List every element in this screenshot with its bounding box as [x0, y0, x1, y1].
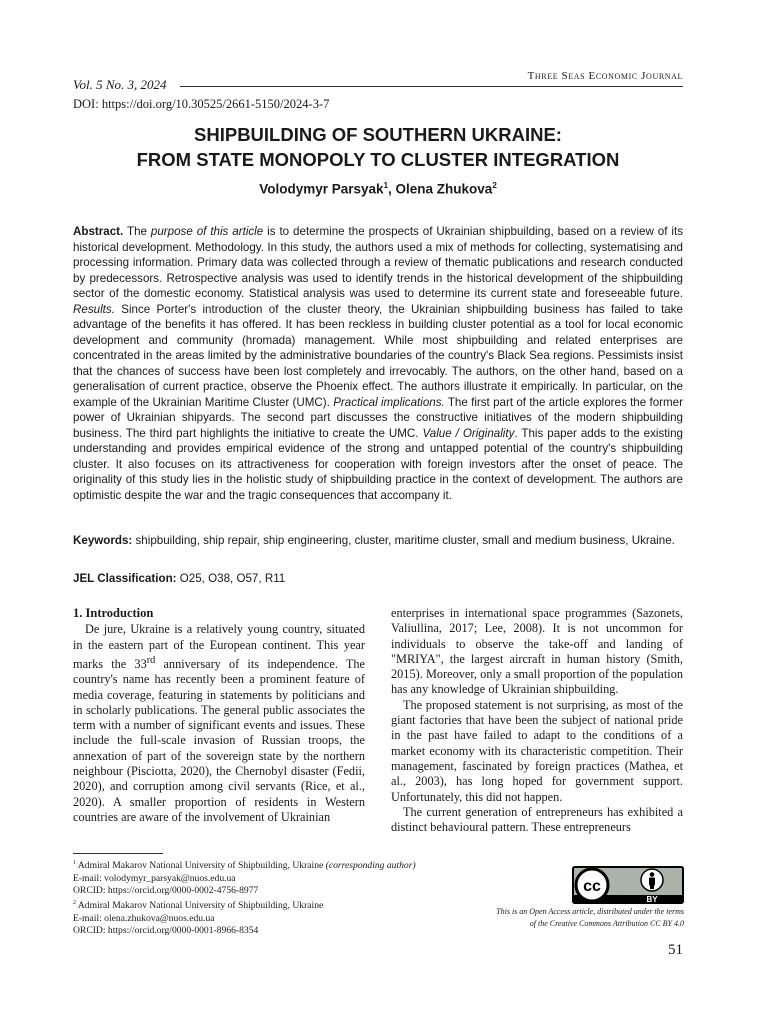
body-column-left [73, 606, 365, 825]
footnote-2-affiliation [73, 897, 493, 913]
author-1: Volodymyr Parsyak [259, 181, 384, 197]
affiliation-text: Admiral Makarov National University of Shipbuilding, Ukraine [76, 860, 326, 872]
title-line-1: SHIPBUILDING OF SOUTHERN UKRAINE: [194, 124, 562, 145]
cc-label: cc [583, 878, 601, 895]
header-rule [180, 86, 683, 87]
license-note [450, 906, 684, 930]
abstract-label: Abstract. [73, 225, 124, 238]
abstract-value-label: Value / Originality [422, 426, 515, 440]
body-paragraph: enterprises in international space programmes (Sazonets, Valiullina, 2017; Lee, 2008). It is not uncommon for individuals to observe the take-off and landing of "MRIYA", the largest aircraft in human history (Smith, 2015). Moreover, only a small proportion of the population has any knowledge of Ukrainian shipbuilding. [391, 606, 683, 697]
author-list [73, 181, 683, 197]
abstract-text: The [123, 225, 151, 238]
footnote-mark: 1 [73, 860, 76, 866]
footnote-mark: 2 [73, 900, 76, 907]
cc-by-icon [572, 866, 684, 904]
body-paragraph: The proposed statement is not surprising, as most of the giant factories that have been the subject of national pride in the past have failed to adapt to the conditions of a market economy with its characteristic competition. Their management, fascinated by foreign practices (Mathea, et al., 2003), has long hoped for government support. Unfortunately, this did not happen. [391, 697, 683, 804]
footnote-1-orcid[interactable]: ORCID: https://orcid.org/0000-0002-4756-8977 [73, 885, 259, 896]
keywords-label: Keywords: [73, 534, 133, 547]
author-1-mark: 1 [383, 181, 389, 190]
affiliation-text: Admiral Makarov National University of Shipbuilding, Ukraine [76, 900, 324, 912]
author-2: Olena Zhukova [395, 181, 493, 197]
keywords [73, 533, 683, 549]
journal-name: Three Seas Economic Journal [527, 70, 683, 82]
author-separator: , [388, 181, 396, 197]
body-paragraph: The current generation of entrepreneurs has exhibited a distinct behavioural pattern. These entrepreneurs [391, 804, 683, 835]
section-heading: 1. Introduction [73, 606, 154, 620]
abstract-text: The first part of the article explores the former power of Ukrainian shipyards. The second part discusses the constructive initiatives of the modern shipbuilding business. The third part highlights the initiative to create the UMC. [73, 395, 683, 440]
jel-classification [73, 571, 683, 587]
doi-link[interactable]: DOI: https://doi.org/10.30525/2661-5150/2024-3-7 [73, 97, 330, 111]
cc-by-badge[interactable] [572, 866, 684, 904]
abstract-text: is to determine the prospects of Ukrainian shipbuilding, based on a review of its historical development. Methodology. In this study, the authors used a mix of methods for collecting, systematising and processing information. Primary data was collected through a review of thematic publications and research conducted by predecessors. Retrospective analysis was used to identify trends in the historical development of the shipbuilding sector of the domestic economy. Statistical analysis was used to determine its current state and foreseeable future. [73, 225, 683, 300]
abstract-practical-label: Practical implications. [333, 395, 445, 409]
jel-codes: O25, O38, O57, R11 [176, 572, 286, 585]
body-column-right [391, 606, 683, 835]
title-line-2: FROM STATE MONOPOLY TO CLUSTER INTEGRATION [136, 149, 620, 170]
page-number: 51 [668, 942, 683, 958]
footnote-1-email[interactable]: E-mail: volodymyr_parsyak@nuos.edu.ua [73, 872, 236, 884]
footnotes [73, 857, 493, 938]
body-text: De jure, Ukraine is a relatively young country, situated in the eastern part of the European continent. This year marks the 33 [73, 622, 365, 671]
abstract-purpose: purpose of this article [150, 225, 264, 238]
keywords-text: shipbuilding, ship repair, ship engineering, cluster, maritime cluster, small and medium business, Ukraine. [132, 534, 675, 547]
body-text: anniversary of its independence. The country's name has recently been a prominent feature of media coverage, featuring in statements by politicians and in scholarly publications. The general public associates the term with a number of significant events and issues. These include the full-scale invasion of Russian troops, the annexation of part of the sovereign state by the northern neighbour (Pisciotta, 2020), the Chernobyl disaster (Fedii, 2020), and corruption among civil servants (Rice, et al., 2020). A smaller proportion of residents in Western countries are aware of the involvement of Ukrainian [73, 656, 365, 824]
footnote-rule [73, 853, 163, 854]
by-label: BY [646, 895, 658, 904]
author-2-mark: 2 [492, 181, 497, 190]
abstract-results-label: Results. [73, 302, 115, 316]
footnote-2-orcid[interactable]: ORCID: https://orcid.org/0000-0001-8966-8354 [73, 925, 259, 937]
footnote-1-affiliation [73, 857, 493, 873]
abstract-text: Since Porter's introduction of the cluster theory, the Ukrainian shipbuilding business has failed to take advantage of the benefits it has offered. It has been reckless in building cluster potential as a tool for local economic development and community (hromada) management. While most shipbuilding and related enterprises are concentrated in the areas limited by the administrative boundaries of the country's Black Sea regions. Pessimists insist that the chances of success have been lost completely and irrevocably. The authors, on the other hand, based on a generalisation of current practice, observe the Phoenix effect. The authors illustrate it empirically. In particular, on the example of the Ukrainian Maritime Cluster (UMC). [73, 302, 683, 409]
body-paragraph [73, 622, 365, 825]
license-note-line: This is an Open Access article, distributed under the terms [496, 907, 684, 916]
license-note-line: of the Creative Commons Attribution CC BY 4.0 [529, 919, 684, 928]
article-title [73, 122, 683, 172]
jel-label: JEL Classification: [73, 572, 177, 585]
abstract [73, 224, 683, 503]
volume-label: Vol. 5 No. 3, 2024 [73, 77, 167, 92]
footnote-2-email[interactable]: E-mail: olena.zhukova@nuos.edu.ua [73, 913, 215, 924]
abstract-text: . This paper adds to the existing understanding and provides empirical evidence of the strong and untapped potential of the country's shipbuilding cluster. It also focuses on its attractiveness for cooperation with foreign investors after the onset of peace. The originality of this study lies in the holistic study of shipbuilding practice in the context of development. The authors are optimistic despite the war and the tragic consequences that accompany it. [73, 426, 683, 502]
ordinal-suffix: rd [146, 654, 156, 666]
corresponding-note: (corresponding author) [325, 860, 416, 872]
